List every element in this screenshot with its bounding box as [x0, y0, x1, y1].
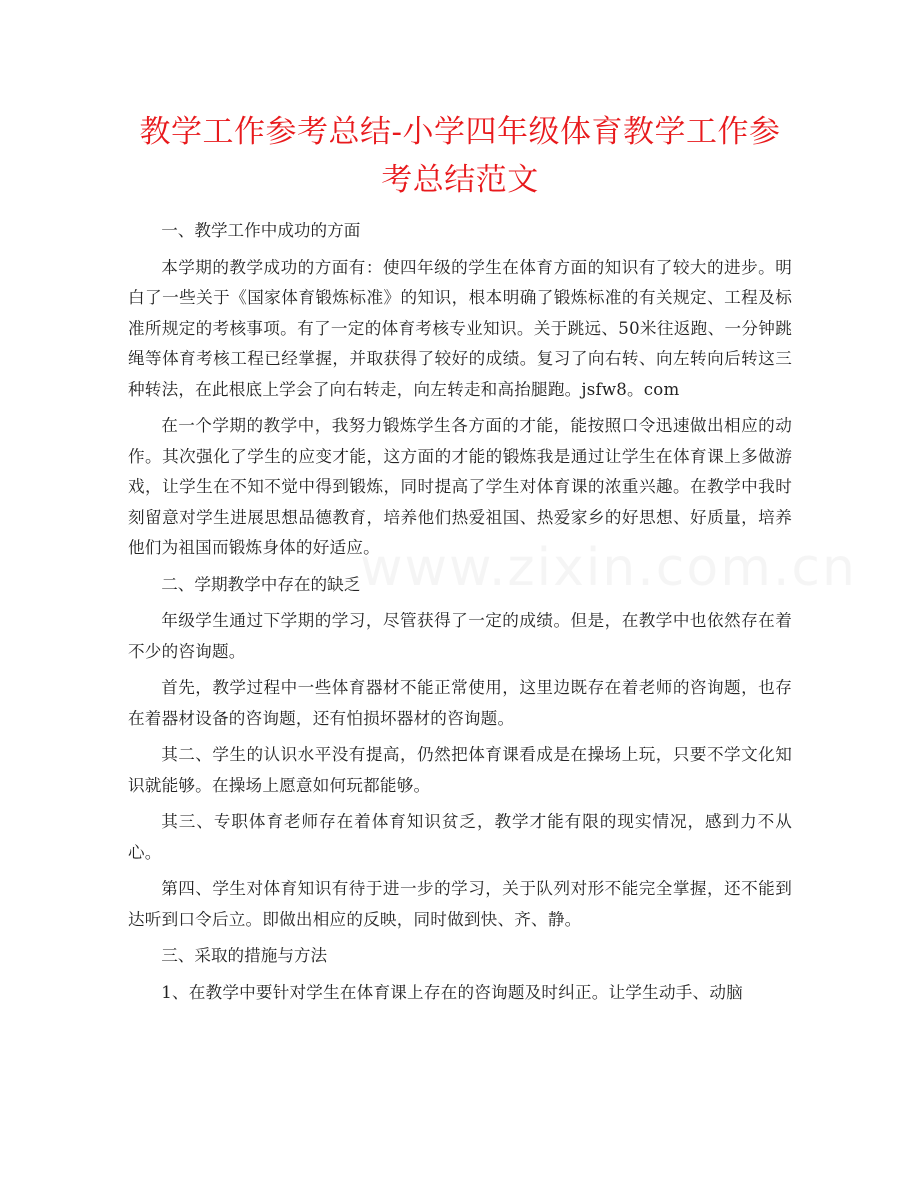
document-title: 教学工作参考总结-小学四年级体育教学工作参考总结范文: [139, 114, 781, 198]
body-paragraph: 首先，教学过程中一些体育器材不能正常使用，这里边既存在着老师的咨询题，也存在着器材设备的咨询题，还有怕损坏器材的咨询题。: [128, 678, 792, 728]
section-heading-3: 三、采取的措施与方法: [161, 946, 328, 965]
body-paragraph: 1、在教学中要针对学生在体育课上存在的咨询题及时纠正。让学生动手、动脑: [161, 982, 743, 1002]
body-paragraph: 其三、专职体育老师存在着体育知识贫乏，教学才能有限的现实情况，感到力不从心。: [128, 812, 792, 862]
section-heading-2: 二、学期教学中存在的缺乏: [161, 574, 361, 594]
body-paragraph: 第四、学生对体育知识有待于进一步的学习，关于队列对形不能完全掌握，还不能到达听到口令后立。即做出相应的反映，同时做到快、齐、静。: [128, 879, 792, 929]
section-heading-1: 一、教学工作中成功的方面: [161, 221, 361, 240]
watermark-text: www.zixin.com.cn: [360, 538, 857, 598]
body-paragraph: 本学期的教学成功的方面有：使四年级的学生在体育方面的知识有了较大的进步。明白了一些关于《国家体育锻炼标准》的知识，根本明确了锻炼标准的有关规定、工程及标准所规定的考核事项。有了一定的体育考核专业知识。关于跳远、50米往返跑、一分钟跳绳等体育考核工程已经掌握，并取获得了较好的成绩。复习了向右转、向左转向后转这三种转法，在此根底上学会了向右转走，向左转走和高抬腿跑。jsfw8。com: [128, 257, 792, 399]
body-paragraph: 其二、学生的认识水平没有提高，仍然把体育课看成是在操场上玩，只要不学文化知识就能够。在操场上愿意如何玩都能够。: [128, 745, 792, 795]
body-paragraph: 年级学生通过下学期的学习，尽管获得了一定的成绩。但是，在教学中也依然存在着不少的咨询题。: [128, 611, 792, 661]
body-paragraph: 在一个学期的教学中，我努力锻炼学生各方面的才能，能按照口令迅速做出相应的动作。其次强化了学生的应变才能，这方面的才能的锻炼我是通过让学生在体育课上多做游戏，让学生在不知不觉中得到锻炼，同时提高了学生对体育课的浓重兴趣。在教学中我时刻留意对学生进展思想品德教育，培养他们热爱祖国、热爱家乡的好思想、好质量，培养他们为祖国而锻炼身体的好适应。: [128, 416, 792, 557]
